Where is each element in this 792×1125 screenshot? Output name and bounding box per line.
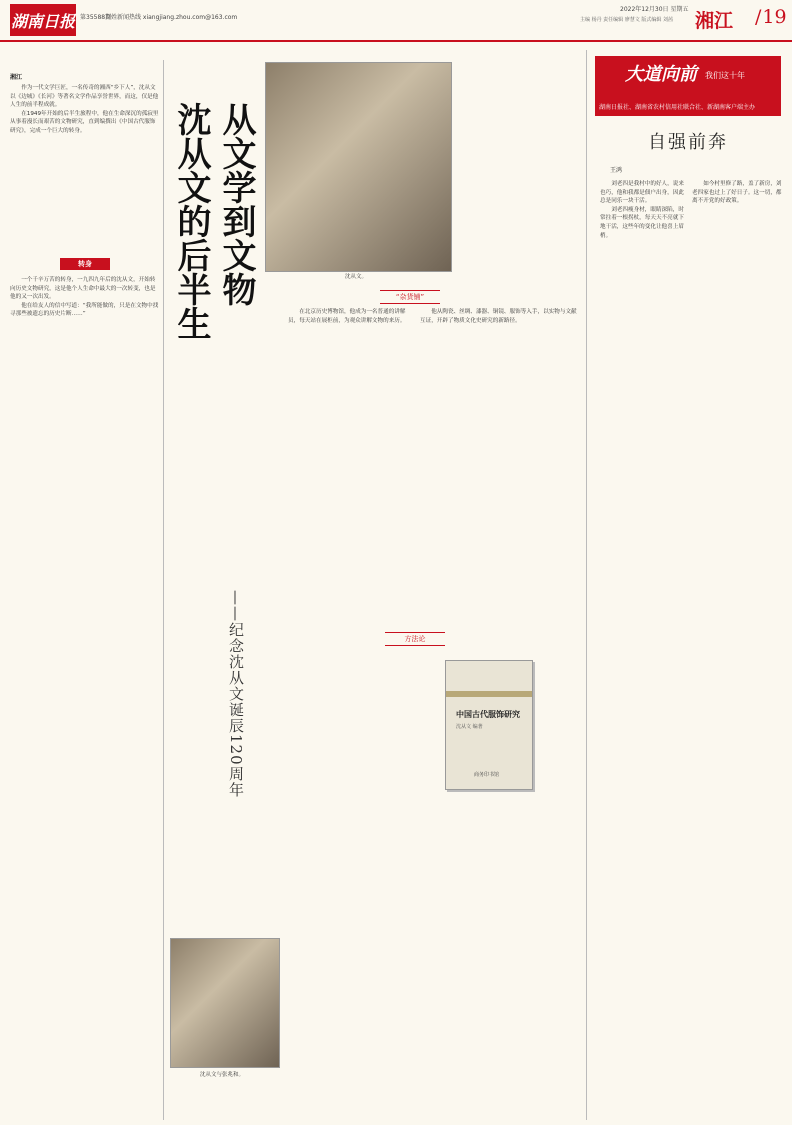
editor-credits: 主编 杨丹 责任编辑 廖慧文 版式编辑 刘茜 [580, 17, 673, 23]
article-paragraph: 他在给友人的信中写道：“我所能做的，只是在文物中找寻那些被遗忘的历史片断……” [10, 302, 159, 318]
article-column-5 [428, 800, 580, 1112]
sidebar-paragraph: 如今村里修了路，盖了新房，刘老四家也过上了好日子。这一切，都离不开党的好政策。 [692, 181, 782, 205]
portrait-photo [265, 62, 452, 272]
page-header [0, 0, 792, 42]
article-paragraph: 在1949年开始的后半生旅程中，他在生命深沉的孤寂里从事着漫长而艰苦的文物研究，直到编撰出《中国古代服饰研究》，完成一个巨大的转身。 [10, 110, 159, 134]
couple-photo-caption: 沈从文与张兆和。 [200, 1072, 245, 1078]
column-divider [163, 60, 164, 1120]
issue-date: 2022年12月30日 星期五 [620, 6, 689, 13]
column-divider [586, 50, 587, 1120]
newspaper-logo: 湖南日报 [10, 4, 76, 36]
campaign-banner [595, 56, 781, 116]
sidebar-title: 自强前奔 [648, 132, 728, 153]
book-band [446, 691, 532, 697]
portrait-caption: 沈从文。 [345, 274, 368, 280]
article-column-1b [10, 276, 160, 1116]
book-author: 沈从文 编著 [456, 724, 483, 730]
article-paragraph: 一个千辛万苦的转身，一九四九年后的沈从文，开始转向历史文物研究，这是他个人生命中最大的一次转变，也是他的又一次出发。 [10, 277, 156, 301]
sidebar-paragraph: 刘老四是我村中的好人，说来也巧，他和我都是佃户出身，因此总是同乐一块干活。 [600, 181, 684, 205]
page-number: / 19 [755, 6, 787, 28]
sidebar-paragraph: 刘老四瘦身材，眼睛深陷，时常拄着一根拐杖，每天天不亮就下地干活，这些年的变化让他喜上眉梢。 [600, 206, 684, 239]
sidebar-author: 王鸿 [610, 167, 623, 174]
article-column-4 [288, 652, 432, 1112]
section-tag: “杂货铺” [380, 290, 440, 304]
news-hotline: 百姓新闻热线 xiangjiang.zhou.com@163.com [105, 14, 238, 21]
section-subhead: 转身 [60, 258, 110, 270]
sidebar-column-2 [692, 180, 782, 1110]
article-paragraph: 作为一代文学巨匠，一名传奇的湘西“乡下人”，沈从文以《边城》《长河》等著名文学作品享誉世界，而这，仅是他人生的前半程成就。 [10, 85, 159, 109]
banner-title: 大道向前 [625, 64, 697, 85]
book-cover [445, 660, 533, 790]
headline-part-1: 从文学到文物 [216, 102, 256, 306]
edition-number: 第35588期 [80, 14, 112, 21]
sidebar-column-1 [600, 180, 688, 1110]
banner-organizers: 湖南日报社、湖南省农村信用社联合社、新湖南客户端主办 [599, 104, 756, 111]
article-byline: 湘江 [10, 74, 23, 81]
headline-part-2: 沈从文的后半生 [171, 102, 211, 340]
section-tag: 方法论 [385, 632, 445, 646]
article-column-2 [288, 308, 416, 626]
section-name: 湘江 [695, 10, 734, 32]
article-column-1 [10, 84, 160, 252]
book-publisher: 商务印书馆 [474, 772, 500, 778]
couple-photo [170, 938, 280, 1068]
banner-subtitle: 我们这十年 [705, 71, 745, 80]
headline-subtitle: ——纪念沈从文诞辰120周年 [227, 590, 245, 798]
article-column-3 [420, 308, 580, 626]
article-paragraph: 在北京历史博物馆，他成为一名普通的讲解员，每天站在展柜前，为观众讲解文物的来历。 [288, 309, 406, 324]
book-title: 中国古代服饰研究 [456, 710, 520, 719]
article-paragraph: 他从陶瓷、丝绸、漆器、铜镜、服饰等入手，以实物与文献互证，开辟了物质文化史研究的新路径。 [420, 309, 577, 324]
